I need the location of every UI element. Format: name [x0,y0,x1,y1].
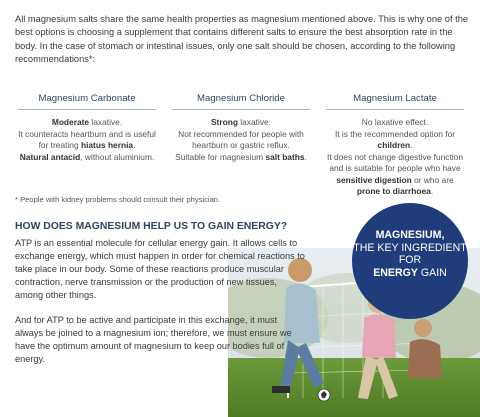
body-text: . [133,140,136,150]
magnesium-energy-badge [352,203,468,319]
column-body [326,117,464,198]
badge-line-3 [373,267,447,279]
paragraph-magnesium-ion: And for ATP to be active and participate in this exchange, it must always be joined to a magnesium ion; therefore, we must ensure we have the optimum amount of magnesium to keep our bodies full of energy. [15,315,292,365]
section-heading: HOW DOES MAGNESIUM HELP US TO GAIN ENERGY? [15,221,288,232]
emphasis: prone to diarrhoea [356,186,431,196]
body-text: laxative. [237,117,272,127]
emphasis: Strong [210,117,238,127]
emphasis: hiatus hernia [80,140,134,150]
body-text: laxative. [89,117,123,127]
badge-line-2: THE KEY INGREDIENT FOR [353,241,467,267]
column-magnesium-chloride [172,92,310,163]
badge-end: GAIN [417,266,447,279]
column-divider [18,109,156,110]
badge-line-1: MAGNESIUM, [375,229,445,241]
badge-emphasis: ENERGY [373,266,418,279]
emphasis: salt baths [265,151,305,162]
column-title: Magnesium Chloride [197,93,285,104]
emphasis: Natural antacid [19,151,81,162]
body-text: or who are [411,174,454,185]
body-text: No laxative effect. [361,117,429,127]
body-text: It is the recommended option for [334,128,456,139]
footnote: * People with kidney problems should consult their physician. [15,195,221,204]
intro-paragraph: All magnesium salts share the same health properties as magnesium mentioned above. This is why one of the best options is choosing a supplement that contains different salts to ensure the best absorption rate in the body. In the case of stomach or intestinal issues, only one salt should be chosen, according to the following recommendations*: [15,14,469,65]
body-text: , without aluminium. [80,151,155,162]
column-title: Magnesium Carbonate [38,93,136,104]
body-text: It counteracts heartburn and is useful for treating [18,128,156,150]
body-text: It does not change digestive function and is suitable for people who have [327,151,463,173]
body-text: Not recommended for people with heartburn or gastric reflux. [178,128,304,150]
column-title: Magnesium Lactate [353,93,437,104]
column-magnesium-carbonate [18,92,156,163]
column-body [18,117,156,163]
paragraph-atp: ATP is an essential molecule for cellular energy gain. It allows cells to exchange energy, which must happen in order for chemical reactions to take place in our body. Some of these reactions produce muscular contraction, nerve transmission or the production of new tissues, among other things. [15,238,305,301]
column-body [172,117,310,163]
column-divider [172,109,310,110]
column-magnesium-lactate [326,92,464,198]
body-text: . [430,186,434,196]
body-text: . [304,151,307,162]
emphasis: children [377,140,411,150]
body-text: . [410,140,413,150]
emphasis: Moderate [51,117,90,127]
column-divider [326,109,464,110]
emphasis: sensitive digestion [336,174,412,185]
body-text: Suitable for magnesium [175,151,266,162]
